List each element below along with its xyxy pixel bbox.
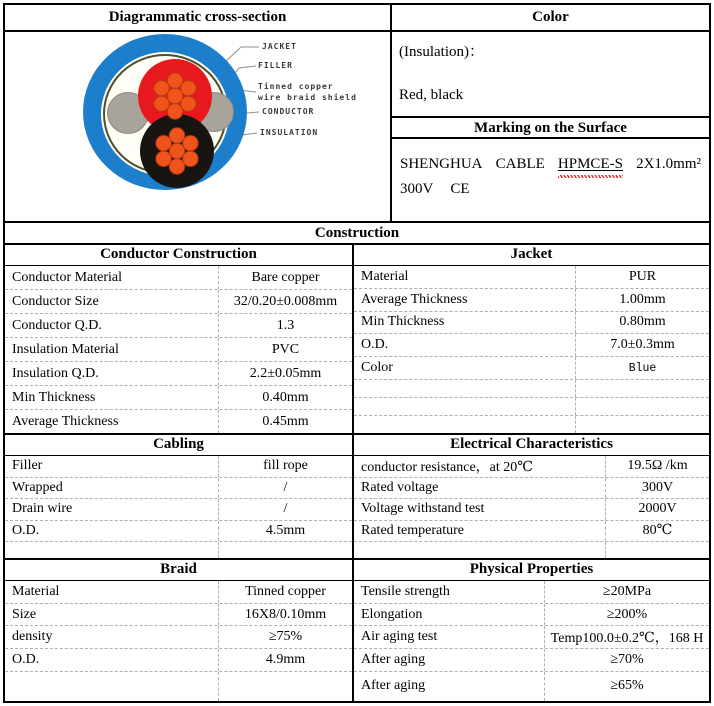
table-row [5, 649, 352, 672]
row-label: Elongation [354, 604, 545, 626]
row-value: PVC [271, 341, 300, 357]
physical-table [354, 560, 709, 701]
row-value: Blue [628, 361, 657, 375]
row-value: 0.40mm [262, 389, 309, 405]
conductor-construction-table [5, 245, 354, 433]
row-value: ≥200% [606, 606, 648, 622]
row-label: Voltage withstand test [354, 499, 606, 520]
electrical-rows [354, 456, 709, 558]
row-label: conductor resistance，at 20℃ [354, 456, 606, 477]
table-row [354, 581, 709, 604]
cable-diagram [5, 32, 390, 221]
diagram-label-braid-line2: wire braid shield [258, 93, 357, 102]
diagram-label-filler: FILLER [258, 61, 293, 70]
table-row [5, 499, 352, 521]
row-label: O.D. [354, 334, 576, 356]
table-row [5, 410, 352, 433]
marking-line2 [400, 181, 701, 198]
table-row [5, 386, 352, 410]
row-label: O.D. [5, 521, 219, 542]
table-row [5, 362, 352, 386]
table-row [354, 626, 709, 649]
physical-rows [354, 581, 709, 701]
row-value: ≥70% [610, 651, 644, 667]
conductor-strand [156, 136, 171, 151]
diagram-label-conductor: CONDUCTOR [262, 107, 315, 116]
row-label: Material [354, 266, 576, 288]
row-value: 2000V [638, 501, 677, 517]
row-label: Wrapped [5, 478, 219, 499]
row-label [354, 542, 606, 558]
row-value [576, 398, 709, 415]
table-row [354, 456, 709, 478]
table-row [354, 357, 709, 380]
empty-row [5, 542, 352, 558]
row-label [354, 416, 576, 433]
table-row [5, 290, 352, 314]
row-value: 1.3 [276, 317, 295, 333]
marking-ce: CE [450, 181, 470, 197]
leader-line-jacket [225, 47, 259, 62]
jacket-rows [354, 266, 709, 433]
band-construction [5, 245, 709, 435]
row-label: Conductor Q.D. [5, 314, 219, 337]
table-row [354, 649, 709, 672]
row-label: Size [5, 604, 219, 626]
table-row [5, 456, 352, 478]
row-value: Tinned copper [245, 583, 326, 599]
row-label: Conductor Material [5, 266, 219, 289]
row-label [354, 398, 576, 415]
row-value: fill rope [263, 458, 308, 474]
insulation-color-caption: (Insulation)： [399, 44, 484, 60]
insulation-color-value: Red, black [399, 87, 464, 103]
table-row [354, 521, 709, 543]
jacket-table [354, 245, 709, 433]
empty-row [354, 398, 709, 416]
braid-title: Braid [5, 560, 352, 581]
table-row [5, 521, 352, 543]
physical-title: Physical Properties [354, 560, 709, 581]
empty-row [354, 542, 709, 558]
row-label [354, 380, 576, 397]
diagram-label-jacket: JACKET [262, 42, 297, 51]
conductor-construction-title: Conductor Construction [5, 245, 352, 266]
row-label: Min Thickness [5, 386, 219, 409]
conductor-strand [181, 96, 196, 111]
table-row [354, 334, 709, 357]
conductor-construction-rows [5, 266, 352, 433]
braid-table [5, 560, 354, 701]
row-value: ≥75% [268, 629, 303, 645]
diagram-label-insulation: INSULATION [260, 128, 319, 137]
cabling-rows [5, 456, 352, 558]
empty-row [354, 380, 709, 398]
row-value: 4.5mm [265, 522, 306, 538]
marking-line1 [400, 156, 701, 173]
jacket-title: Jacket [354, 245, 709, 266]
color-content [392, 32, 709, 116]
row-value: 0.80mm [619, 314, 666, 330]
row-label: Drain wire [5, 499, 219, 520]
conductor-strand [169, 128, 184, 143]
row-value [576, 416, 709, 433]
conductor-strand [183, 151, 198, 166]
spec-frame [3, 3, 711, 703]
row-value: 16X8/0.10mm [244, 606, 327, 622]
row-label: density [5, 626, 219, 648]
table-row [5, 478, 352, 500]
row-value: 2.2±0.05mm [249, 365, 322, 381]
row-value: 4.9mm [265, 651, 306, 667]
row-value: 1.00mm [619, 291, 666, 307]
marking-section-title: Marking on the Surface [392, 116, 709, 139]
table-row [354, 604, 709, 627]
conductor-strand [169, 143, 184, 158]
marking-word-model: HPMCE-S [557, 156, 623, 172]
row-label: Insulation Q.D. [5, 362, 219, 385]
row-label: O.D. [5, 649, 219, 671]
conductor-strand [167, 73, 182, 88]
row-value [606, 542, 709, 558]
cabling-table [5, 435, 354, 558]
conductor-strand [154, 96, 169, 111]
conductor-strand [181, 81, 196, 96]
row-value: 32/0.20±0.008mm [233, 293, 338, 309]
row-label: Min Thickness [354, 312, 576, 334]
row-value: Temp100.0±0.2℃，168 H [550, 631, 704, 647]
color-marking-section [392, 5, 709, 221]
electrical-title: Electrical Characteristics [354, 435, 709, 456]
diagram-label-braid-line1: Tinned copper [258, 82, 334, 91]
table-row [5, 266, 352, 290]
marking-word-brand: SHENGHUA [400, 156, 483, 172]
row-label: After aging [354, 649, 545, 671]
row-label: Average Thickness [354, 289, 576, 311]
marking-word-cable: CABLE [495, 156, 545, 172]
table-row [354, 312, 709, 335]
braid-rows [5, 581, 352, 701]
color-section-title: Color [392, 5, 709, 32]
row-label: Color [354, 357, 576, 379]
table-row [354, 499, 709, 521]
row-value [576, 380, 709, 397]
row-label [5, 542, 219, 558]
electrical-table [354, 435, 709, 558]
conductor-strand [167, 104, 182, 119]
row-value: 7.0±0.3mm [610, 337, 675, 353]
cabling-title: Cabling [5, 435, 352, 456]
table-row [354, 266, 709, 289]
top-band [5, 5, 709, 223]
row-value: ≥65% [610, 678, 644, 694]
conductor-strand [183, 136, 198, 151]
row-label: Conductor Size [5, 290, 219, 313]
row-label [5, 672, 219, 701]
table-row [5, 604, 352, 627]
empty-row [5, 672, 352, 701]
empty-row [354, 416, 709, 433]
table-row [354, 478, 709, 500]
row-label: Average Thickness [5, 410, 219, 433]
row-label: Filler [5, 456, 219, 477]
conductor-strand [156, 151, 171, 166]
row-label: Rated temperature [354, 521, 606, 542]
table-row [354, 289, 709, 312]
marking-voltage: 300V [400, 181, 434, 197]
row-label: Rated voltage [354, 478, 606, 499]
row-value: / [283, 501, 288, 517]
row-value: 300V [641, 479, 674, 495]
row-value: Bare copper [251, 269, 320, 285]
row-label: Tensile strength [354, 581, 545, 603]
conductor-strand [167, 88, 182, 103]
row-label: Air aging test [354, 626, 545, 648]
table-row [5, 626, 352, 649]
row-label: Insulation Material [5, 338, 219, 361]
construction-title: Construction [5, 223, 709, 245]
row-value: 0.45mm [262, 413, 309, 429]
cable-cross-section-svg [5, 32, 388, 221]
conductor-strand [169, 159, 184, 174]
table-row [5, 581, 352, 604]
conductor-strand [154, 81, 169, 96]
row-value: / [283, 479, 288, 495]
row-value: PUR [628, 268, 657, 284]
row-value [219, 542, 352, 558]
marking-content [392, 139, 709, 221]
band-cabling-electrical [5, 435, 709, 560]
band-braid-physical [5, 560, 709, 701]
row-value: ≥20MPa [602, 583, 652, 599]
diagram-section [5, 5, 392, 221]
marking-word-size: 2X1.0mm² [636, 156, 701, 172]
row-value: 80℃ [642, 523, 673, 539]
table-row [354, 672, 709, 701]
row-label: After aging [354, 672, 545, 701]
table-row [5, 338, 352, 362]
table-row [5, 314, 352, 338]
row-value [219, 672, 352, 701]
diagram-section-title: Diagrammatic cross-section [5, 5, 390, 32]
row-label: Material [5, 581, 219, 603]
row-value: 19.5Ω /km [627, 458, 688, 474]
